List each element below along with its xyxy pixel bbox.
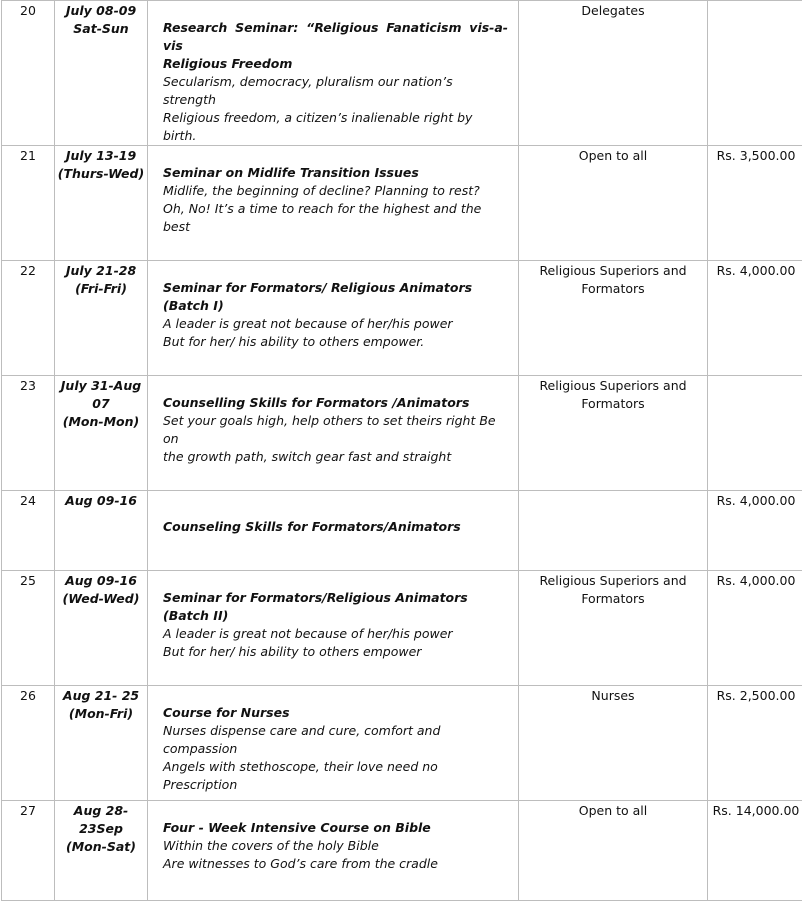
table-row [2, 801, 802, 901]
program-description: But for her/ his ability to others empower. [163, 333, 508, 351]
date-line: (Mon-Mon) [55, 413, 147, 431]
table-row [2, 146, 802, 261]
program-schedule-table [1, 0, 802, 901]
date-line: July 08-09 [55, 2, 147, 20]
program-cell [148, 686, 519, 801]
fee-cell: Rs. 3,500.00 [708, 146, 802, 261]
program-description: Within the covers of the holy Bible [163, 837, 508, 855]
program-description: Set your goals high, help others to set theirs right Be on [163, 412, 508, 448]
date-line: Aug 28-23Sep [55, 802, 147, 838]
program-title: Counselling Skills for Formators /Animators [163, 394, 508, 412]
table-row [2, 686, 802, 801]
audience-cell [519, 261, 708, 376]
audience-cell [519, 686, 708, 801]
audience-cell [519, 801, 708, 901]
date-cell [55, 1, 148, 146]
program-title: Counseling Skills for Formators/Animators [163, 518, 508, 536]
row-number: 23 [2, 376, 55, 491]
date-cell [55, 261, 148, 376]
program-cell [148, 801, 519, 901]
date-cell [55, 491, 148, 571]
date-line: July 21-28 [55, 262, 147, 280]
audience-line: Nurses [527, 687, 699, 705]
fee-cell: Rs. 4,000.00 [708, 261, 802, 376]
program-cell [148, 376, 519, 491]
table-row [2, 571, 802, 686]
audience-line: Religious Superiors and [527, 377, 699, 395]
fee-cell [708, 1, 802, 146]
program-title: Four - Week Intensive Course on Bible [163, 819, 508, 837]
date-line: Aug 09-16 [55, 572, 147, 590]
program-title: Research Seminar: “Religious Fanaticism vis-a-vis [163, 19, 508, 55]
table-row [2, 491, 802, 571]
fee-cell: Rs. 4,000.00 [708, 491, 802, 571]
date-line: July 13-19 [55, 147, 147, 165]
audience-line: Religious Superiors and [527, 572, 699, 590]
program-description: Religious freedom, a citizen’s inalienable right by birth. [163, 109, 508, 145]
table-row [2, 376, 802, 491]
audience-line: Formators [527, 590, 699, 608]
program-cell [148, 491, 519, 571]
date-cell [55, 686, 148, 801]
row-number: 25 [2, 571, 55, 686]
audience-line: Formators [527, 395, 699, 413]
row-number: 22 [2, 261, 55, 376]
audience-line: Formators [527, 280, 699, 298]
table-row [2, 261, 802, 376]
date-cell [55, 376, 148, 491]
program-description: Nurses dispense care and cure, comfort and compassion [163, 722, 508, 758]
date-cell [55, 146, 148, 261]
row-number: 26 [2, 686, 55, 801]
program-cell [148, 1, 519, 146]
audience-cell [519, 376, 708, 491]
program-description: Are witnesses to God’s care from the cradle [163, 855, 508, 873]
audience-cell [519, 1, 708, 146]
audience-cell [519, 491, 708, 571]
program-title: Seminar on Midlife Transition Issues [163, 164, 508, 182]
date-line: (Mon-Fri) [55, 705, 147, 723]
table-row [2, 1, 802, 146]
row-number: 24 [2, 491, 55, 571]
fee-cell: Rs. 4,000.00 [708, 571, 802, 686]
date-line: (Thurs-Wed) [55, 165, 147, 183]
program-description: A leader is great not because of her/his power [163, 625, 508, 643]
audience-line: Delegates [527, 2, 699, 20]
program-title: Seminar for Formators/Religious Animators (Batch II) [163, 589, 508, 625]
program-description: But for her/ his ability to others empower [163, 643, 508, 661]
date-cell [55, 801, 148, 901]
program-cell [148, 261, 519, 376]
date-line: Aug 09-16 [55, 492, 147, 510]
date-line: Aug 21- 25 [55, 687, 147, 705]
program-cell [148, 571, 519, 686]
audience-line: Open to all [527, 802, 699, 820]
program-title: Religious Freedom [163, 55, 508, 73]
fee-cell [708, 376, 802, 491]
date-line: (Mon-Sat) [55, 838, 147, 856]
date-line: July 31-Aug 07 [55, 377, 147, 413]
program-description: the growth path, switch gear fast and straight [163, 448, 508, 466]
row-number: 21 [2, 146, 55, 261]
program-description: Midlife, the beginning of decline? Planning to rest? [163, 182, 508, 200]
audience-line: Open to all [527, 147, 699, 165]
program-cell [148, 146, 519, 261]
fee-cell: Rs. 2,500.00 [708, 686, 802, 801]
date-line: (Fri-Fri) [55, 280, 147, 298]
row-number: 27 [2, 801, 55, 901]
audience-cell [519, 146, 708, 261]
date-line: (Wed-Wed) [55, 590, 147, 608]
program-description: Angels with stethoscope, their love need no Prescription [163, 758, 508, 794]
program-description: A leader is great not because of her/his power [163, 315, 508, 333]
program-description: Oh, No! It’s a time to reach for the highest and the best [163, 200, 508, 236]
program-description: Secularism, democracy, pluralism our nation’s strength [163, 73, 508, 109]
audience-cell [519, 571, 708, 686]
fee-cell: Rs. 14,000.00 [708, 801, 802, 901]
program-title: Seminar for Formators/ Religious Animators (Batch I) [163, 279, 508, 315]
audience-line: Religious Superiors and [527, 262, 699, 280]
row-number: 20 [2, 1, 55, 146]
date-line: Sat-Sun [55, 20, 147, 38]
program-title: Course for Nurses [163, 704, 508, 722]
date-cell [55, 571, 148, 686]
